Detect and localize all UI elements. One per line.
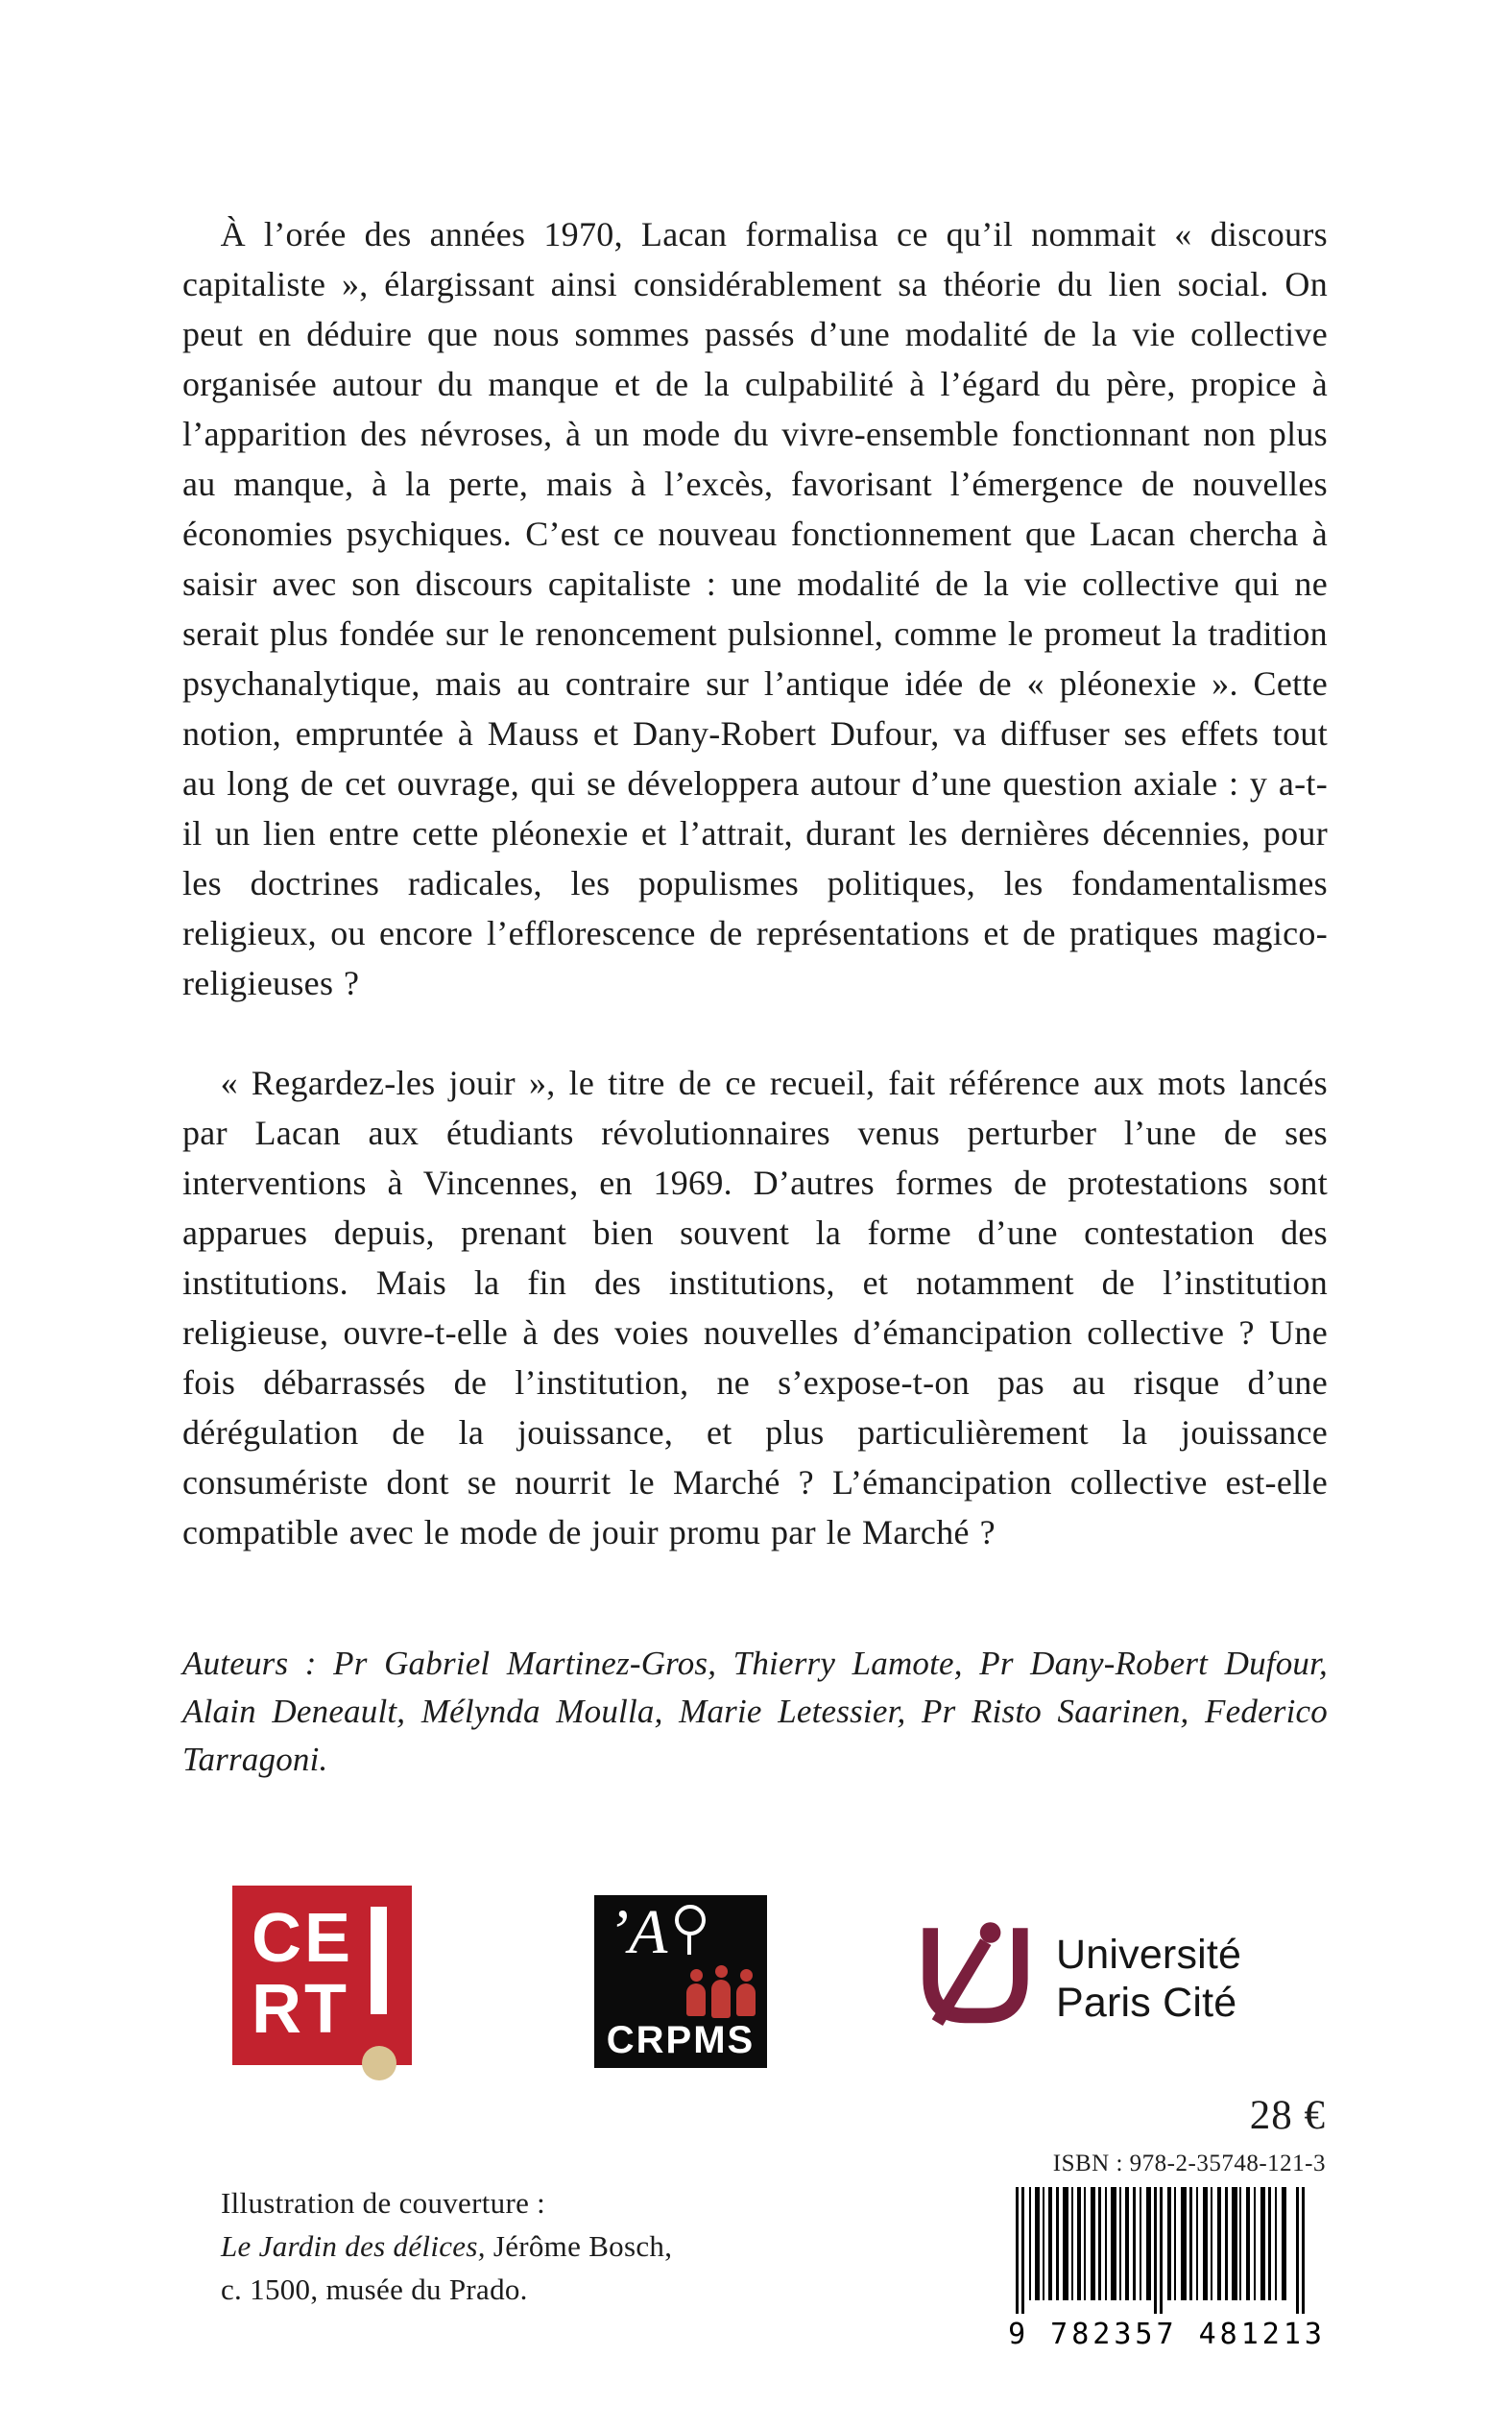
- person-silhouette-icon: [736, 1983, 756, 2016]
- crpms-logo-label: CRPMS: [606, 2019, 756, 2061]
- cover-illustration-credit: [221, 2181, 672, 2311]
- ean13-barcode: [1008, 2187, 1326, 2351]
- price: 28 €: [1249, 2093, 1326, 2138]
- university-name-line2: Paris Cité: [1056, 1980, 1237, 2026]
- isbn-number: ISBN : 978-2-35748-121-3: [1052, 2151, 1326, 2176]
- person-silhouette-icon: [686, 1983, 706, 2016]
- cert-logo-line2: RT: [252, 1971, 349, 2048]
- crpms-logo-artwork: [594, 1895, 767, 2018]
- universite-paris-cite-logo: [912, 1920, 1241, 2037]
- cert-exclamation-bar-icon: [371, 1907, 387, 2014]
- university-logo-text: [1056, 1931, 1241, 2027]
- barcode-digits: 9 782357 481213: [1008, 2318, 1326, 2351]
- barcode-bars-icon: [1008, 2187, 1315, 2316]
- credit-artist: Jérôme Bosch,: [485, 2229, 673, 2263]
- person-silhouette-icon: [711, 1980, 731, 2018]
- price-isbn-block: [1008, 2093, 1326, 2351]
- crpms-circle-stem-icon: [687, 1932, 691, 1955]
- cert-logo: [232, 1886, 412, 2065]
- synopsis-paragraph-1: À l’orée des années 1970, Lacan formalisa ce qu’il nommait « discours capitaliste », élargissant ainsi considérablement sa théorie du lien social. On peut en déduire que nous sommes passés d’une modalité de la vie collective organisée autour du manque et de la culpabilité à l’égard du père, propice à l’apparition des névroses, à un mode du vivre-ensemble fonctionnant non plus au manque, à la perte, mais à l’excès, favorisant l’émergence de nouvelles économies psychiques. C’est ce nouveau fonctionnement que Lacan chercha à saisir avec son discours capitaliste : une modalité de la vie collective qui ne serait plus fondée sur le renoncement pulsionnel, comme le promeut la tradition psychanalytique, mais au contraire sur l’antique idée de « pléonexie ». Cette notion, empruntée à Mauss et Dany-Robert Dufour, va diffuser ses effets tout au long de cet ouvrage, qui se développera autour d’une question axiale : y a-t-il un lien entre cette pléonexie et l’attrait, durant les dernières décennies, pour les doctrines radicales, les populismes politiques, les fondamentalismes religieux, ou encore l’efflorescence de représentations et de pratiques magico-religieuses ?: [182, 215, 1328, 1002]
- credit-line3: c. 1500, musée du Prado.: [221, 2272, 528, 2306]
- crpms-script-letter: ’A: [608, 1897, 668, 1967]
- university-u-monogram-icon: [912, 1920, 1039, 2037]
- cert-logo-letters: [252, 1900, 412, 2048]
- crpms-logo: [594, 1895, 767, 2068]
- credit-work-title: Le Jardin des délices,: [221, 2229, 486, 2263]
- authors-line: Auteurs : Pr Gabriel Martinez-Gros, Thierry Lamote, Pr Dany-Robert Dufour, Alain Deneault, Mélynda Moulla, Marie Letessier, Pr Risto Saarinen, Federico Tarragoni.: [182, 1645, 1328, 1778]
- cert-exclamation-dot-icon: [362, 2046, 396, 2080]
- synopsis-block: [182, 209, 1328, 1784]
- university-name-line1: Université: [1056, 1932, 1242, 1978]
- credit-line1: Illustration de couverture :: [221, 2186, 546, 2220]
- cert-logo-line1: CE: [252, 1900, 354, 1977]
- credit-line2: [221, 2224, 672, 2268]
- synopsis-paragraph-2: « Regardez-les jouir », le titre de ce recueil, fait référence aux mots lancés par Lacan aux étudiants révolutionnaires venus perturber l’une de ses interventions à Vincennes, en 1969. D’autres formes de protestations sont apparues depuis, prenant bien souvent la forme d’une contestation des institutions. Mais la fin des institutions, et notamment de l’institution religieuse, ouvre-t-elle à des voies nouvelles d’émancipation collective ? Une fois débarrassés de l’institution, ne s’expose-t-on pas au risque d’une dérégulation de la jouissance, et plus particulièrement la jouissance consumériste dont se nourrit le Marché ? L’émancipation collective est-elle compatible avec le mode de jouir promu par le Marché ?: [182, 1064, 1328, 1551]
